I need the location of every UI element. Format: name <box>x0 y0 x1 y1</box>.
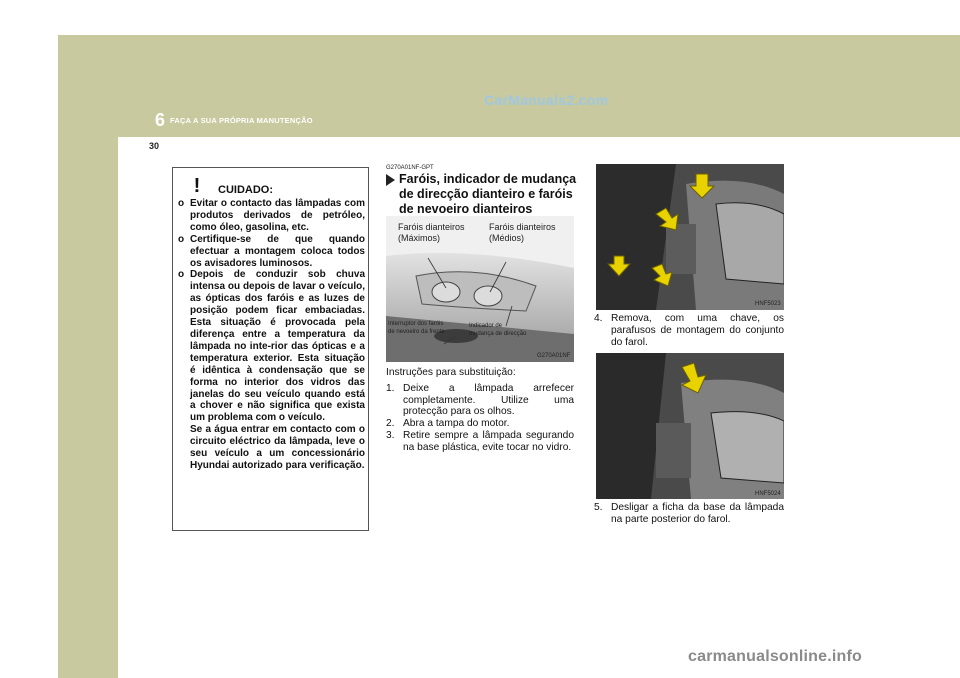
step-number: 3. <box>386 429 395 441</box>
caution-bullet: o <box>178 198 185 209</box>
chapter-number: 6 <box>155 110 166 130</box>
caution-text: Depois de conduzir sob chuva intensa ou depois de lavar o veículo, as ópticas dos faróis e as luzes de posição podem ficar embaciadas. Esta situação é provocada pela diferença entre a temperatura da lâmpada no inte-rior das ópticas e a temperatura exterior. Esta situação é idêntica à condensação que se forma no interior dos vidros das janelas do seu veículo quando está a chover e não significa que exista um problema com o veículo. <box>190 269 365 424</box>
engine-illustration-2 <box>596 353 784 499</box>
step-number: 4. <box>594 313 603 324</box>
figure-code-1: HNF5023 <box>755 301 781 307</box>
engine-illustration-1 <box>596 164 784 310</box>
label-low-beam: Faróis dianteiros (Médios) <box>489 222 556 243</box>
label-high-beam: Faróis dianteiros (Máximos) <box>398 222 465 243</box>
caution-text: Evitar o contacto das lâmpadas com produtos derivados de petróleo, como óleo, gasolina, etc. <box>190 198 365 233</box>
caution-text: Certifique-se de que quando efectuar a montagem coloca todos os avisadores luminosos. <box>190 233 365 269</box>
engine-figure-1 <box>596 164 784 310</box>
caution-text-extra: Se a água entrar em contacto com o circuito eléctrico da lâmpada, leve o seu veículo a um concessionário Hyundai autorizado para verificação. <box>190 424 365 471</box>
section-title-text: Faróis, indicador de mudança de direcção dianteiro e faróis de nevoeiro dianteiros <box>399 172 577 216</box>
arrow-right-icon <box>386 174 395 186</box>
watermark-bottom-link[interactable]: carmanualsonline.info <box>688 648 863 665</box>
chapter-title: FAÇA A SUA PRÓPRIA MANUTENÇÃO <box>170 116 313 125</box>
step-text: Retire sempre a lâmpada segurando na base plástica, evite tocar no vidro. <box>403 429 574 453</box>
step-5 <box>594 502 784 526</box>
side-band <box>58 35 118 678</box>
caution-item <box>178 234 365 270</box>
caution-bullet: o <box>178 233 185 245</box>
engine-figure-2 <box>596 353 784 499</box>
warning-icon <box>179 168 215 196</box>
step-text: Deixe a lâmpada arrefecer completamente. Utilize uma protecção para os olhos. <box>403 382 574 418</box>
caution-bullet: o <box>178 269 185 281</box>
label-turn-signal: Indicador de mudança de direcção <box>469 323 527 337</box>
step-text: Abra a tampa do motor. <box>403 418 510 430</box>
step-number: 5. <box>594 502 603 513</box>
caution-item <box>178 198 365 234</box>
page-number: 30 <box>149 141 160 151</box>
section-code: G270A01NF-GPT <box>386 165 434 171</box>
figure-code: G270A01NF <box>537 353 571 359</box>
watermark-top-link[interactable]: CarManuals2.com <box>484 92 609 108</box>
caution-item <box>178 269 365 471</box>
step-number: 2. <box>386 418 395 430</box>
figure-code-2: HNF5024 <box>755 491 781 497</box>
step-item <box>386 430 574 454</box>
step-4 <box>594 313 784 348</box>
step-item <box>386 418 574 430</box>
instructions <box>386 367 574 454</box>
label-fog-light: Interruptor dos faróis de nevoeiro da frente <box>388 321 445 335</box>
step-text: Remova, com uma chave, os parafusos de montagem do conjunto do farol. <box>611 313 784 348</box>
step-text: Desligar a ficha da base da lâmpada na parte posterior do farol. <box>611 502 784 525</box>
caution-title: CUIDADO: <box>218 184 273 196</box>
step-number: 1. <box>386 382 395 394</box>
section-title <box>386 172 578 217</box>
step-item <box>386 383 574 418</box>
svg-text:!: ! <box>193 175 201 196</box>
caution-list <box>178 198 365 472</box>
instructions-intro: Instruções para substituição: <box>386 367 516 378</box>
